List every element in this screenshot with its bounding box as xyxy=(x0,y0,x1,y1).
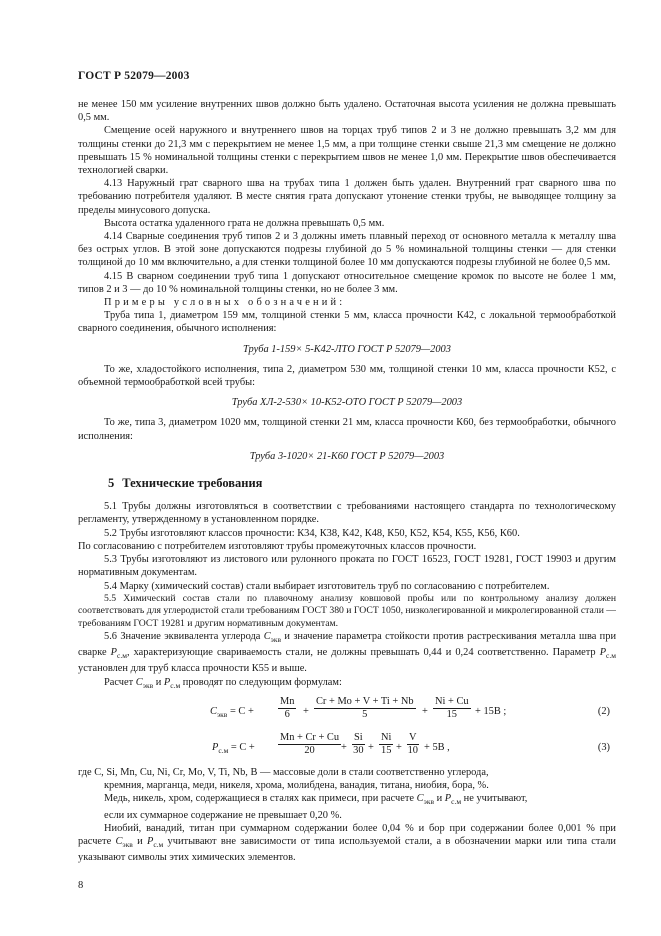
paragraph-4-15: 4.15 В сварном соединении труб типа 1 допускают относительное смещение кромок по высоте не более 1 мм, типов 2 и 3 — до 10 % номинальной толщины стенки, но не более 3 мм. xyxy=(78,270,616,295)
paragraph-copper-cont: если их суммарное содержание не превышает 0,20 %. xyxy=(104,809,342,821)
page-number: 8 xyxy=(78,880,84,891)
paragraph-4-13: 4.13 Наружный грат сварного шва на трубах типа 1 должен быть удален. Внутренний грат сварного шва по требованию потребителя удаляют. В месте снятия грата допускают утонение стенки трубы, не выводящее толщину за пределы минусового допуска. xyxy=(78,178,616,216)
paragraph-copper: Медь, никель, хром, содержащиеся в сталях как примеси, при расчете $С_{экв}$ и $Р_{с.м}$ не учитывают, xyxy=(104,793,528,807)
paragraph-5-2: 5.2 Трубы изготовляют классов прочности: К34, К38, К42, К48, К50, К52, К54, К55, К56, К60. xyxy=(104,527,520,539)
paragraph: По согласованию с потребителем изготовляют трубы промежуточных классов прочности. xyxy=(78,540,477,552)
examples-heading: Примеры условных обозначений: xyxy=(104,297,346,309)
designation-example-1: Труба 1-159× 5-К42-ЛТО ГОСТ Р 52079—2003 xyxy=(243,343,451,355)
section-number: 5 xyxy=(108,476,115,491)
document-body xyxy=(78,98,616,865)
paragraph-niobium: Ниобий, ванадий, титан при суммарном содержании более 0,04 % и бор при содержании более 0,001 % при расчете $С_{экв}$ и $Р_{с.м}$ учитывают вне зависимости от типа используемой стали, а в обозначении марки или типа стали указывают символы этих химических элементов. xyxy=(78,822,616,864)
paragraph: То же, типа 3, диаметром 1020 мм, толщиной стенки 21 мм, класса прочности К60, без термообработки, обычного исполнения: xyxy=(78,417,616,442)
formula-2: $С_{экв} = С$ + $\frac{Mn}{6}$ + $\frac{Cr + Mo + V + Ti + Nb}{5}$ + $\frac{Ni + Cu}{15}$ + 15В ; (2) xyxy=(210,695,610,720)
section-title: Технические требования xyxy=(122,476,263,491)
formula-3: $Р_{с.м} = С$ + $\frac{Mn + Cr + Cu}{20}$ + $\frac{Si}{30}$ + $\frac{Ni}{15}$ + $\frac{V}{10}$ + 5В , (3) xyxy=(212,731,610,756)
paragraph: Смещение осей наружного и внутреннего швов на торцах труб типов 2 и 3 не должно превышать 3,2 мм для толщины стенки до 21,3 мм с перекрытием не менее 1,5 мм, а при толщине стенки свыше 21,3 мм смещение не должно превышать 15 % номинальной толщины стенки с перекрытием швов не менее 1,0 мм. Перекрытие швов обеспечивается технологией сварки. xyxy=(78,125,616,177)
section-heading xyxy=(108,477,616,490)
paragraph: Высота остатка удаленного грата не должна превышать 0,5 мм. xyxy=(104,217,385,229)
paragraph-5-3: 5.3 Трубы изготовляют из листового или рулонного проката по ГОСТ 16523, ГОСТ 19281, ГОСТ 19903 и другим нормативным документам. xyxy=(78,554,616,579)
paragraph-calc: Расчет $С_{экв}$ и $Р_{с.м}$ проводят по следующим формулам: xyxy=(104,676,342,690)
document-header: ГОСТ Р 52079—2003 xyxy=(78,70,190,82)
paragraph-5-5: 5.5 Химический состав стали по плавочному анализу ковшовой пробы или по контрольному анализу должен соответствовать для углеродистой стали требованиям ГОСТ 380 и ГОСТ 1050, низколегированной и микролегированной стали — требованиям ГОСТ 19281 и другим нормативным документам. xyxy=(78,592,616,629)
paragraph-4-14: 4.14 Сварные соединения труб типов 2 и 3 должны иметь плавный переход от основного металла к металлу шва без острых углов. В этой зоне допускаются подрезы глубиной до 5 % номинальной толщины стенки — для стенки толщиной до 10 мм включительно, а для стенки толщиной более 10 мм допускаются подрезы глубиной не более 0,5 мм. xyxy=(78,231,616,269)
paragraph: не менее 150 мм усиление внутренних швов должно быть удалено. Остаточная высота усиления не должна превышать 0,5 мм. xyxy=(78,99,616,124)
designation-example-2: Труба ХЛ-2-530× 10-К52-ОТО ГОСТ Р 52079—2003 xyxy=(231,397,463,409)
formula-number: (3) xyxy=(597,741,610,753)
paragraph: То же, хладостойкого исполнения, типа 2, диаметром 530 мм, толщиной стенки 10 мм, класса прочности К52, с объемной термообработкой всей трубы: xyxy=(78,363,616,389)
paragraph-5-1: 5.1 Трубы должны изготовляться в соответствии с требованиями настоящего стандарта по технологическому регламенту, утвержденному в установленном порядке. xyxy=(78,501,616,526)
paragraph: Труба типа 1, диаметром 159 мм, толщиной стенки 5 мм, класса прочности К42, с локальной термообработкой сварного соединения, обычного исполнения: xyxy=(78,310,616,335)
paragraph-where: где С, Si, Mn, Cu, Ni, Cr, Mo, V, Ti, Nb, B — массовые доли в стали соответственно углерода, xyxy=(78,766,489,778)
designation-example-3: Труба 3-1020× 21-К60 ГОСТ Р 52079—2003 xyxy=(249,450,445,462)
paragraph-5-6: 5.6 Значение эквивалента углерода $С_{экв}$ и значение параметра стойкости против растрескивания металла шва при сварке $Р_{с.м}$, характеризующие свариваемость стали, не должны превышать 0,44 и 0,24 соответственно. Параметр $Р_{с.м}$ установлен для труб класса прочности К55 и выше. xyxy=(78,630,616,675)
formula-number: (2) xyxy=(597,705,610,717)
paragraph-5-4: 5.4 Марку (химический состав) стали выбирает изготовитель труб по согласованию с потребителем. xyxy=(104,580,550,592)
paragraph-where-cont: кремния, марганца, меди, никеля, хрома, молибдена, ванадия, титана, ниобия, бора, %. xyxy=(104,780,489,792)
